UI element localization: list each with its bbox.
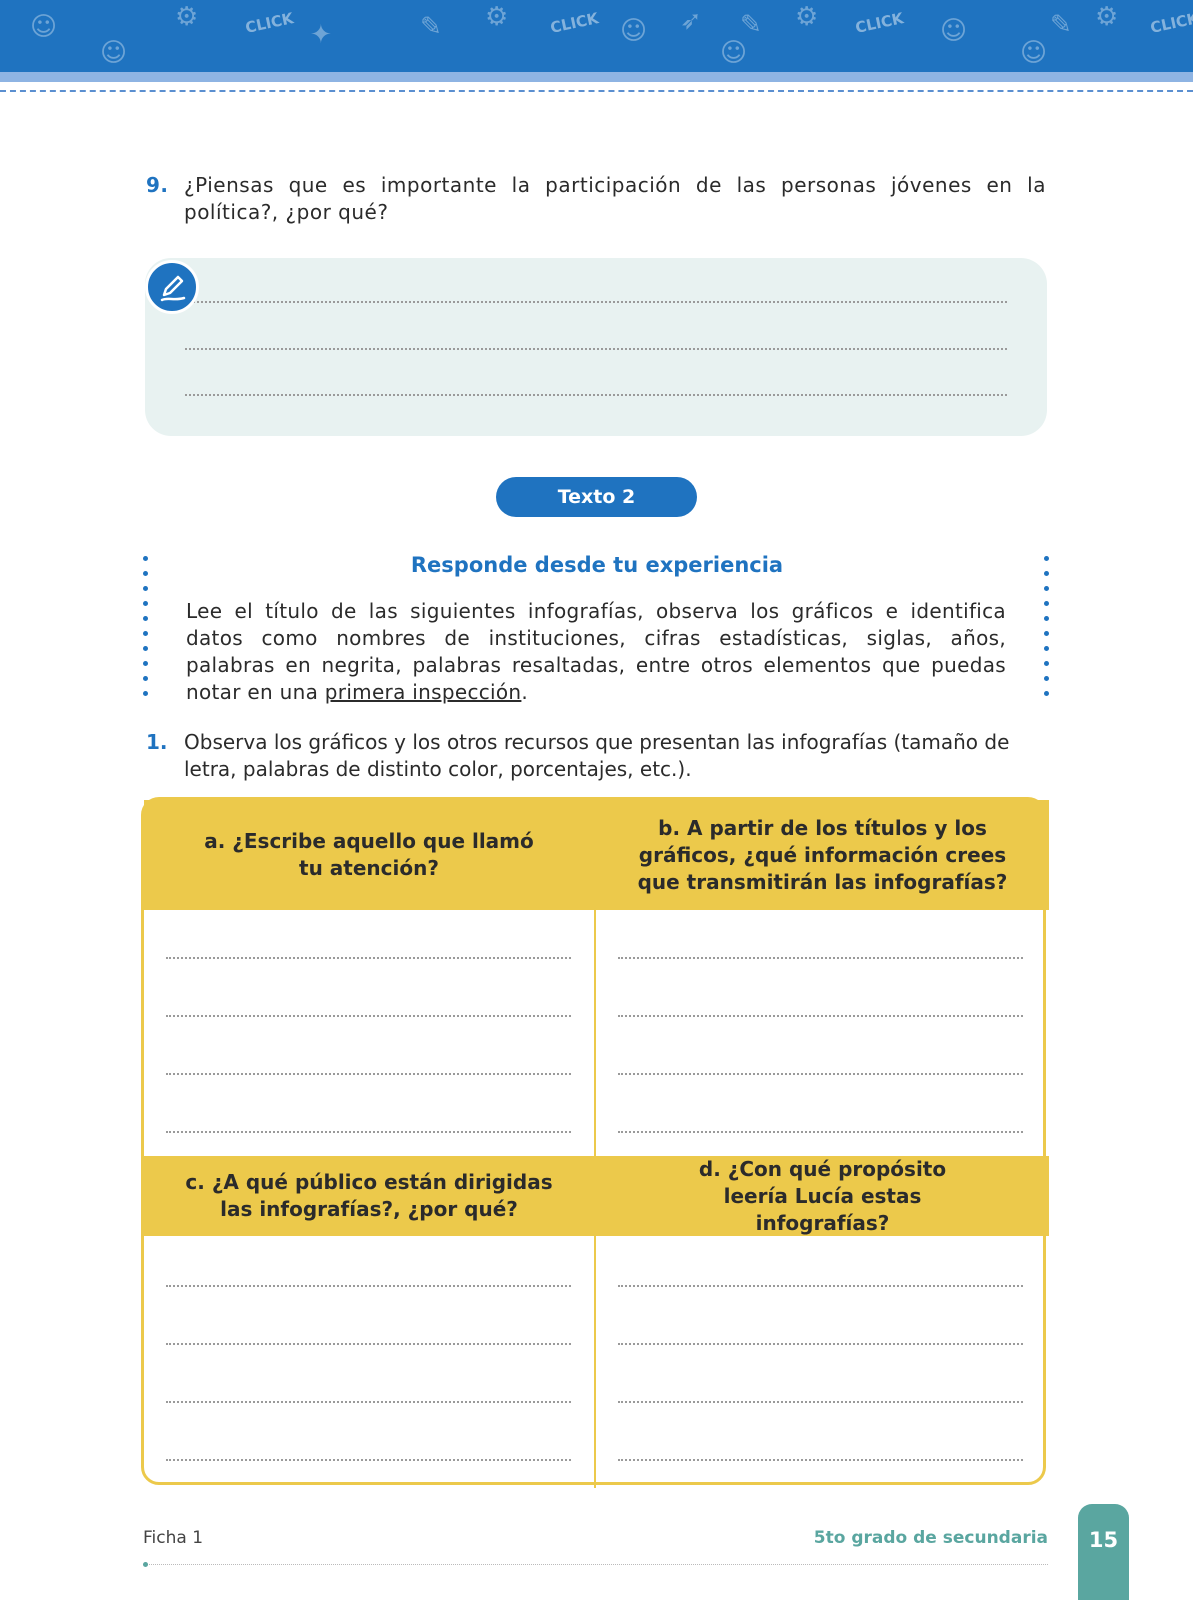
question-text: ¿Piensas que es importante la participación de las personas jóvenes en la política?, ¿por qué? [184,173,1046,224]
body-end: . [521,680,529,704]
section-title: Responde desde tu experiencia [410,553,784,577]
cell-d-header [596,1156,1049,1236]
gear-icon: ⚙ [795,2,819,32]
right-dotted-border [1044,556,1050,706]
question-text: Observa los gráficos y los otros recursos que presentan las infografías (tamaño de letra, palabras de distinto color, porcentajes, etc.). [184,730,1010,781]
header-dashed-line [0,90,1193,92]
answer-line[interactable] [618,1459,1023,1461]
answer-line[interactable] [166,1459,571,1461]
footer-grade-label: 5to grado de secundaria [813,1528,1048,1548]
cell-b-header [596,800,1049,910]
gear-icon: ⚙ [175,2,199,32]
pen-icon [145,260,199,314]
body-underlined-text: primera inspección [324,680,522,704]
pencil-icon: ✎ [1050,10,1072,40]
question-number: 1. [146,730,168,754]
cell-c-text: c. ¿A qué público están dirigidas las infografías?, ¿por qué? [185,1170,553,1221]
left-dotted-border [143,556,149,706]
page-number: 15 [1078,1504,1129,1600]
question-number: 9. [146,173,169,197]
smiley-icon: ☺ [720,38,748,68]
answer-line[interactable] [166,1131,571,1133]
answer-line[interactable] [618,1401,1023,1403]
answer-line[interactable] [166,1015,571,1017]
answer-line[interactable] [166,1073,571,1075]
answer-line[interactable] [166,1343,571,1345]
answer-line[interactable] [618,1015,1023,1017]
header-strip [0,72,1193,82]
header-banner [0,0,1200,72]
response-table [141,797,1046,1485]
click-word: CLICK [548,9,601,37]
cell-c-header [144,1156,594,1236]
smiley-icon: ☺ [100,38,128,68]
footer-dot [143,1562,148,1567]
answer-line[interactable] [618,957,1023,959]
answer-box [145,258,1047,436]
answer-line[interactable] [618,1073,1023,1075]
answer-line[interactable] [166,957,571,959]
person-icon: ☺ [620,16,648,46]
pencil-icon: ✎ [740,10,762,40]
arrow-icon: ➶ [680,6,702,36]
pencil-icon: ✎ [420,12,442,42]
footer-worksheet-label: Ficha 1 [143,1528,204,1548]
answer-line[interactable] [618,1343,1023,1345]
person-icon: ☺ [30,12,58,42]
answer-line[interactable] [166,1285,571,1287]
smiley-icon: ☺ [1020,38,1048,68]
person-icon: ☺ [940,16,968,46]
question-9 [146,172,1046,226]
question-1 [146,729,1046,783]
click-word: CLICK [853,9,906,37]
click-word: CLICK [243,9,296,37]
answer-line[interactable] [166,1401,571,1403]
cell-a-text: a. ¿Escribe aquello que llamó tu atención? [204,829,534,880]
table-divider [594,800,596,1488]
gear-icon: ⚙ [485,2,509,32]
answer-line[interactable] [185,348,1007,350]
answer-line[interactable] [185,301,1007,303]
cell-a-header [144,800,594,910]
section-body [186,598,1006,706]
footer-divider [143,1564,1048,1565]
cell-d-text: d. ¿Con qué propósito leería Lucía estas infografías? [698,1156,947,1235]
gear-icon: ⚙ [1095,2,1119,32]
body-text: Lee el título de las siguientes infografías, observa los gráficos e identifica datos como nombres de instituciones, cifras estadísticas, siglas, años, palabras en negrita, palabras resaltadas, entre otros elementos que puedas notar en una [186,599,1006,704]
click-word: CLICK [1148,9,1200,37]
answer-line[interactable] [185,394,1007,396]
lightbulb-icon: ✦ [310,20,332,50]
section-pill: Texto 2 [496,477,697,517]
answer-line[interactable] [618,1131,1023,1133]
cell-b-text: b. A partir de los títulos y los gráficos, ¿qué información crees que transmitirán las infografías? [637,815,1008,894]
answer-line[interactable] [618,1285,1023,1287]
